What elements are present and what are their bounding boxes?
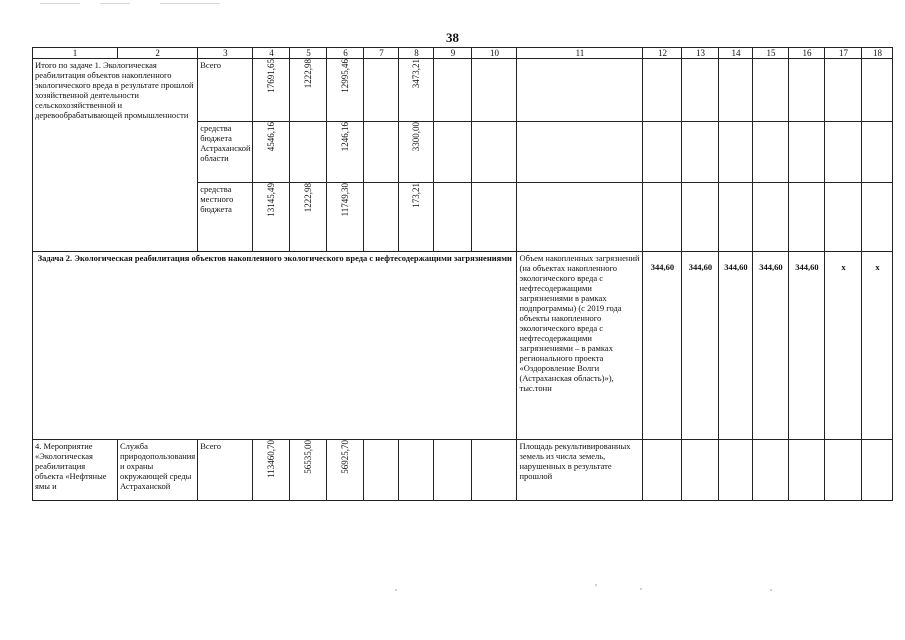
measure4-indicator: Площадь рекультивированных земель из числа земель, нарушенных в результате прошлой (517, 440, 643, 501)
scan-artifact (40, 3, 80, 4)
task2-col12: 344,60 (643, 252, 682, 440)
task2-col17: x (825, 252, 862, 440)
column-number: 15 (753, 48, 789, 59)
column-number: 14 (719, 48, 753, 59)
value-col5: 1222,98 (303, 59, 314, 89)
column-number-row (33, 48, 893, 59)
value-col5: 1222,98 (303, 183, 314, 213)
scan-artifact (595, 584, 597, 586)
task2-row (33, 252, 893, 440)
value-col4: 13145,49 (266, 183, 277, 217)
program-table (32, 47, 893, 501)
task2-col16: 344,60 (789, 252, 825, 440)
value-col4: 17691,65 (266, 59, 277, 93)
task2-indicator: Объем накопленных загрязнений (на объектах накопленного экологического вреда с нефтесодержащими загрязнениями в рамках подпрограммы) (с 2019 года объекты накопленного экологического вреда с нефтесодержащими загрязнениями – в рамках регионального проекта «Оздоровление Волги (Астраханская область)»), тыс.тонн (517, 252, 643, 440)
measure4-title: 4. Мероприятие «Экологическая реабилитация объекта «Нефтяные ямы и (33, 440, 118, 501)
column-number: 10 (472, 48, 517, 59)
task2-col13: 344,60 (682, 252, 719, 440)
task2-col15: 344,60 (753, 252, 789, 440)
value-col5: 56535,00 (303, 440, 314, 474)
scan-artifact (770, 589, 772, 591)
column-number: 1 (33, 48, 118, 59)
funding-source: Всего (198, 59, 253, 122)
column-number: 13 (682, 48, 719, 59)
column-number: 11 (517, 48, 643, 59)
column-number: 4 (253, 48, 290, 59)
value-col4: 4546,16 (266, 122, 277, 152)
scan-artifact (100, 3, 130, 4)
value-col4: 113460,70 (266, 440, 277, 478)
page-number: 38 (446, 30, 459, 45)
value-col8: 173,21 (411, 183, 422, 208)
total-row-all (33, 59, 893, 122)
column-number: 16 (789, 48, 825, 59)
column-number: 9 (434, 48, 472, 59)
task2-col14: 344,60 (719, 252, 753, 440)
funding-source: средства местного бюджета (198, 183, 253, 252)
total-title: Итого по задаче 1. Экологическая реабилитация объектов накопленного экологического вреда в результате прошлой хозяйственной деятельности сельскохозяйственной и деревообрабатывающей промышленности (33, 59, 198, 252)
column-number: 12 (643, 48, 682, 59)
value-col6: 12995,46 (340, 59, 351, 93)
column-number: 7 (364, 48, 399, 59)
scan-artifact (395, 589, 397, 591)
scan-artifact (640, 588, 642, 590)
column-number: 6 (327, 48, 364, 59)
measure4-executor: Служба природопользования и охраны окружающей среды Астраханской (118, 440, 198, 501)
column-number: 3 (198, 48, 253, 59)
column-number: 5 (290, 48, 327, 59)
column-number: 2 (118, 48, 198, 59)
column-number: 17 (825, 48, 862, 59)
funding-source: Всего (198, 440, 253, 501)
value-col6: 1246,16 (340, 122, 351, 152)
scan-artifact (160, 3, 220, 4)
value-col6: 56925,70 (340, 440, 351, 474)
value-col6: 11749,30 (340, 183, 351, 217)
value-col8: 3300,00 (411, 122, 422, 152)
task2-col18: x (862, 252, 893, 440)
value-col8: 3473,21 (411, 59, 422, 89)
column-number: 18 (862, 48, 893, 59)
task2-title: Задача 2. Экологическая реабилитация объектов накопленного экологического вреда с нефтесодержащими загрязнениями (33, 252, 517, 440)
funding-source: средства бюджета Астраханской области (198, 122, 253, 183)
measure4-row (33, 440, 893, 501)
column-number: 8 (399, 48, 434, 59)
